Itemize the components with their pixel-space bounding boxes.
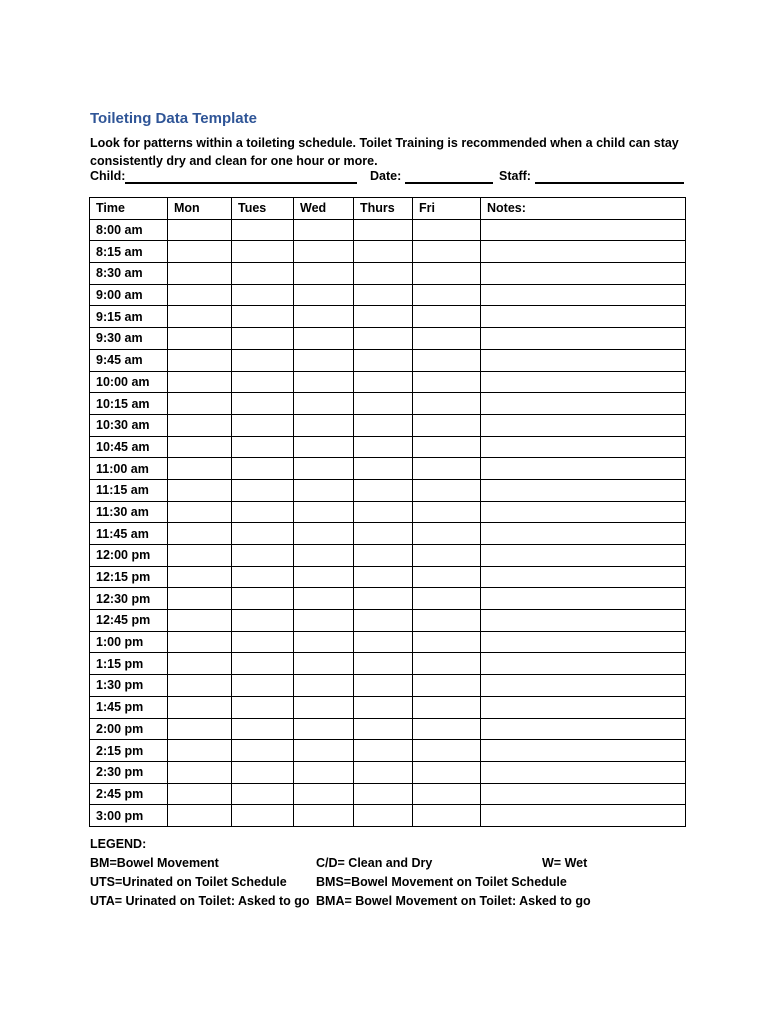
notes-cell[interactable] [481,631,686,653]
entry-cell[interactable] [413,761,481,783]
entry-cell[interactable] [168,545,232,567]
time-cell: 12:15 pm [90,566,168,588]
time-cell: 9:15 am [90,306,168,328]
entry-cell[interactable] [232,414,294,436]
entry-cell[interactable] [232,588,294,610]
notes-cell[interactable] [481,610,686,632]
entry-cell[interactable] [168,414,232,436]
entry-cell[interactable] [354,306,413,328]
date-label: Date: [370,169,402,183]
entry-cell[interactable] [354,393,413,415]
notes-cell[interactable] [481,306,686,328]
notes-cell[interactable] [481,263,686,285]
table-row [90,610,686,632]
notes-cell[interactable] [481,371,686,393]
entry-cell[interactable] [354,479,413,501]
entry-cell[interactable] [413,306,481,328]
table-row [90,761,686,783]
column-header: Mon [168,198,232,220]
legend-item: BMS=Bowel Movement on Toilet Schedule [316,875,567,889]
entry-cell[interactable] [232,696,294,718]
entry-cell[interactable] [232,219,294,241]
entry-cell[interactable] [168,349,232,371]
time-cell: 10:30 am [90,414,168,436]
entry-cell[interactable] [168,241,232,263]
entry-cell[interactable] [294,631,354,653]
entry-cell[interactable] [413,718,481,740]
entry-cell[interactable] [413,805,481,827]
legend-item: UTS=Urinated on Toilet Schedule [90,875,287,889]
time-cell: 12:45 pm [90,610,168,632]
entry-cell[interactable] [354,219,413,241]
time-cell: 9:00 am [90,284,168,306]
entry-cell[interactable] [294,545,354,567]
entry-cell[interactable] [354,610,413,632]
entry-cell[interactable] [294,306,354,328]
time-cell: 9:45 am [90,349,168,371]
entry-cell[interactable] [168,675,232,697]
time-cell: 1:15 pm [90,653,168,675]
table-row [90,718,686,740]
notes-cell[interactable] [481,241,686,263]
table-row [90,414,686,436]
notes-cell[interactable] [481,545,686,567]
entry-cell[interactable] [168,588,232,610]
time-cell: 11:00 am [90,458,168,480]
entry-cell[interactable] [294,219,354,241]
entry-cell[interactable] [294,284,354,306]
notes-cell[interactable] [481,284,686,306]
entry-cell[interactable] [294,393,354,415]
entry-cell[interactable] [413,696,481,718]
time-cell: 10:15 am [90,393,168,415]
entry-cell[interactable] [413,284,481,306]
notes-cell[interactable] [481,458,686,480]
entry-cell[interactable] [413,393,481,415]
entry-cell[interactable] [354,761,413,783]
entry-cell[interactable] [354,696,413,718]
entry-cell[interactable] [232,479,294,501]
notes-cell[interactable] [481,566,686,588]
table-row [90,349,686,371]
entry-cell[interactable] [168,219,232,241]
notes-cell[interactable] [481,393,686,415]
entry-cell[interactable] [354,436,413,458]
entry-cell[interactable] [294,805,354,827]
entry-cell[interactable] [294,566,354,588]
entry-cell[interactable] [294,610,354,632]
column-header: Notes: [481,198,686,220]
time-cell: 1:45 pm [90,696,168,718]
entry-cell[interactable] [168,740,232,762]
legend-heading: LEGEND: [90,837,147,851]
time-cell: 9:30 am [90,328,168,350]
entry-cell[interactable] [413,371,481,393]
column-header: Fri [413,198,481,220]
entry-cell[interactable] [413,675,481,697]
entry-cell[interactable] [413,566,481,588]
entry-cell[interactable] [294,523,354,545]
entry-cell[interactable] [413,501,481,523]
time-cell: 10:00 am [90,371,168,393]
entry-cell[interactable] [168,263,232,285]
entry-cell[interactable] [232,349,294,371]
entry-cell[interactable] [294,653,354,675]
entry-cell[interactable] [168,610,232,632]
table-row [90,545,686,567]
notes-cell[interactable] [481,740,686,762]
table-row [90,328,686,350]
entry-cell[interactable] [232,436,294,458]
table-row [90,696,686,718]
entry-cell[interactable] [232,610,294,632]
entry-cell[interactable] [354,545,413,567]
notes-cell[interactable] [481,501,686,523]
entry-cell[interactable] [168,458,232,480]
entry-cell[interactable] [294,263,354,285]
time-cell: 2:00 pm [90,718,168,740]
entry-cell[interactable] [232,631,294,653]
entry-cell[interactable] [294,436,354,458]
entry-cell[interactable] [232,805,294,827]
entry-cell[interactable] [232,545,294,567]
legend-item: BMA= Bowel Movement on Toilet: Asked to go [316,894,591,908]
table-row [90,783,686,805]
toileting-table [89,197,686,827]
intro-text: Look for patterns within a toileting schedule. Toilet Training is recommended when a child can stay consistently dry and clean for one hour or more. [90,136,679,168]
time-cell: 8:30 am [90,263,168,285]
entry-cell[interactable] [294,740,354,762]
entry-cell[interactable] [232,284,294,306]
entry-cell[interactable] [168,761,232,783]
entry-cell[interactable] [232,241,294,263]
entry-cell[interactable] [354,566,413,588]
entry-cell[interactable] [413,631,481,653]
legend-item: UTA= Urinated on Toilet: Asked to go [90,894,310,908]
entry-cell[interactable] [168,284,232,306]
entry-cell[interactable] [294,588,354,610]
legend-item: W= Wet [542,856,588,870]
notes-cell[interactable] [481,219,686,241]
entry-cell[interactable] [413,349,481,371]
time-cell: 10:45 am [90,436,168,458]
entry-cell[interactable] [413,479,481,501]
entry-cell[interactable] [168,805,232,827]
notes-cell[interactable] [481,523,686,545]
entry-cell[interactable] [354,284,413,306]
child-label: Child: [90,169,126,183]
table-body [90,219,686,826]
entry-cell[interactable] [168,501,232,523]
table-row [90,805,686,827]
entry-cell[interactable] [354,675,413,697]
entry-cell[interactable] [354,414,413,436]
entry-cell[interactable] [294,783,354,805]
entry-cell[interactable] [354,458,413,480]
entry-cell[interactable] [294,371,354,393]
entry-cell[interactable] [354,740,413,762]
notes-cell[interactable] [481,349,686,371]
time-cell: 2:45 pm [90,783,168,805]
notes-cell[interactable] [481,696,686,718]
table-header-row [90,198,686,220]
entry-cell[interactable] [168,653,232,675]
entry-cell[interactable] [294,718,354,740]
entry-cell[interactable] [413,263,481,285]
table-row [90,219,686,241]
entry-cell[interactable] [354,783,413,805]
entry-cell[interactable] [413,610,481,632]
table-row [90,393,686,415]
legend-item: C/D= Clean and Dry [316,856,433,870]
time-cell: 2:30 pm [90,761,168,783]
entry-cell[interactable] [294,501,354,523]
table-row [90,436,686,458]
entry-cell[interactable] [354,371,413,393]
entry-cell[interactable] [168,371,232,393]
entry-cell[interactable] [294,675,354,697]
time-cell: 12:30 pm [90,588,168,610]
notes-cell[interactable] [481,653,686,675]
entry-cell[interactable] [232,523,294,545]
entry-cell[interactable] [354,805,413,827]
child-field[interactable] [125,182,357,184]
entry-cell[interactable] [232,653,294,675]
entry-cell[interactable] [232,328,294,350]
time-cell: 3:00 pm [90,805,168,827]
page-title: Toileting Data Template [90,110,257,127]
entry-cell[interactable] [232,740,294,762]
time-cell: 1:30 pm [90,675,168,697]
entry-cell[interactable] [354,349,413,371]
notes-cell[interactable] [481,718,686,740]
entry-cell[interactable] [294,328,354,350]
entry-cell[interactable] [168,566,232,588]
entry-cell[interactable] [413,328,481,350]
entry-cell[interactable] [413,740,481,762]
staff-label: Staff: [499,169,531,183]
entry-cell[interactable] [413,219,481,241]
column-header: Tues [232,198,294,220]
table-row [90,284,686,306]
notes-cell[interactable] [481,783,686,805]
entry-cell[interactable] [413,653,481,675]
entry-cell[interactable] [232,783,294,805]
notes-cell[interactable] [481,761,686,783]
table-row [90,263,686,285]
entry-cell[interactable] [168,718,232,740]
entry-cell[interactable] [294,241,354,263]
entry-cell[interactable] [354,523,413,545]
entry-cell[interactable] [232,501,294,523]
table-row [90,631,686,653]
entry-cell[interactable] [294,458,354,480]
entry-cell[interactable] [413,783,481,805]
time-cell: 2:15 pm [90,740,168,762]
time-cell: 11:15 am [90,479,168,501]
entry-cell[interactable] [168,436,232,458]
entry-cell[interactable] [168,631,232,653]
table-row [90,371,686,393]
entry-cell[interactable] [232,718,294,740]
entry-cell[interactable] [354,631,413,653]
time-cell: 8:15 am [90,241,168,263]
time-cell: 8:00 am [90,219,168,241]
entry-cell[interactable] [232,675,294,697]
notes-cell[interactable] [481,479,686,501]
column-header: Time [90,198,168,220]
legend [90,837,690,913]
entry-cell[interactable] [294,761,354,783]
header-fields [90,169,686,187]
entry-cell[interactable] [413,523,481,545]
table-row [90,241,686,263]
table-row [90,479,686,501]
entry-cell[interactable] [294,349,354,371]
entry-cell[interactable] [168,393,232,415]
entry-cell[interactable] [413,436,481,458]
column-header: Thurs [354,198,413,220]
entry-cell[interactable] [354,718,413,740]
table-row [90,653,686,675]
entry-cell[interactable] [354,588,413,610]
entry-cell[interactable] [413,458,481,480]
notes-cell[interactable] [481,805,686,827]
entry-cell[interactable] [232,393,294,415]
entry-cell[interactable] [232,458,294,480]
time-cell: 11:30 am [90,501,168,523]
table-row [90,501,686,523]
entry-cell[interactable] [294,414,354,436]
entry-cell[interactable] [232,306,294,328]
entry-cell[interactable] [354,501,413,523]
entry-cell[interactable] [168,523,232,545]
entry-cell[interactable] [168,328,232,350]
entry-cell[interactable] [232,371,294,393]
table-row [90,306,686,328]
entry-cell[interactable] [354,328,413,350]
table-row [90,458,686,480]
entry-cell[interactable] [413,414,481,436]
entry-cell[interactable] [294,479,354,501]
entry-cell[interactable] [232,263,294,285]
entry-cell[interactable] [413,545,481,567]
entry-cell[interactable] [232,761,294,783]
entry-cell[interactable] [294,696,354,718]
entry-cell[interactable] [354,241,413,263]
table-row [90,675,686,697]
notes-cell[interactable] [481,588,686,610]
table-row [90,566,686,588]
table-row [90,588,686,610]
notes-cell[interactable] [481,675,686,697]
date-field[interactable] [405,182,493,184]
notes-cell[interactable] [481,328,686,350]
entry-cell[interactable] [168,479,232,501]
notes-cell[interactable] [481,414,686,436]
notes-cell[interactable] [481,436,686,458]
table-row [90,740,686,762]
staff-field[interactable] [535,182,684,184]
entry-cell[interactable] [168,696,232,718]
time-cell: 12:00 pm [90,545,168,567]
legend-item: BM=Bowel Movement [90,856,219,870]
column-header: Wed [294,198,354,220]
entry-cell[interactable] [413,241,481,263]
time-cell: 11:45 am [90,523,168,545]
table-row [90,523,686,545]
entry-cell[interactable] [354,263,413,285]
entry-cell[interactable] [232,566,294,588]
entry-cell[interactable] [413,588,481,610]
time-cell: 1:00 pm [90,631,168,653]
entry-cell[interactable] [354,653,413,675]
entry-cell[interactable] [168,783,232,805]
entry-cell[interactable] [168,306,232,328]
